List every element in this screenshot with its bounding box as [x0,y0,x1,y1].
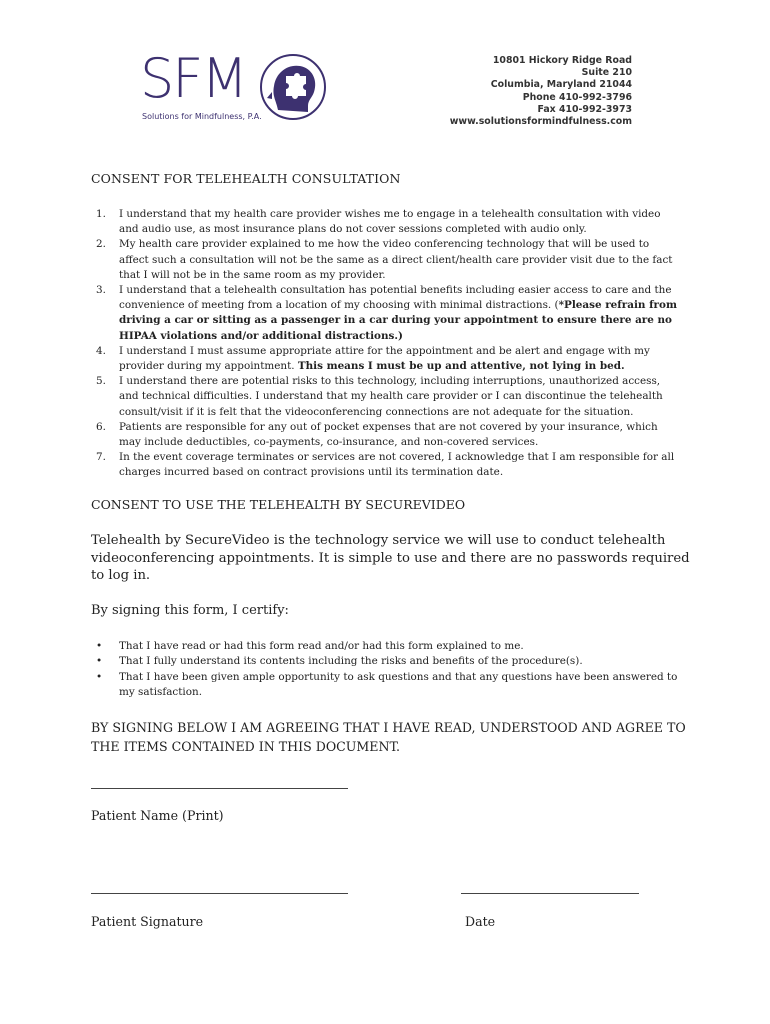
list-item: 6. Patients are responsible for any out of pocket expenses that are not covered by your insurance, which may include deductibles, co-payments, co-insurance, and non-covered services. [96,420,658,449]
patient-signature-line[interactable] [91,893,348,894]
address-line: 10801 Hickory Ridge Road [492,55,632,66]
date-label: Date [465,914,496,929]
logo-tagline: Solutions for Mindfulness, P.A. [142,112,262,121]
securevideo-consent-heading: CONSENT TO USE THE TELEHEALTH BY SECUREVIDEO [91,497,466,512]
list-item: • That I have read or had this form read and/or had this form explained to me. [91,639,681,654]
certify-bullets [91,639,681,700]
agreement-statement: BY SIGNING BELOW I AM AGREEING THAT I HAVE READ, UNDERSTOOD AND AGREE TO THE ITEMS CONTAINED IN THIS DOCUMENT. [91,720,686,754]
bullet-icon: • [96,640,103,652]
address-line: Suite 210 [581,67,632,79]
patient-name-label: Patient Name (Print) [91,808,224,823]
head-puzzle-icon [258,52,328,122]
attentive-warning: This means I must be up and attentive, not lying in bed. [297,360,625,373]
sfm-logo [140,47,330,128]
bullet-icon: • [96,655,103,668]
list-item: • That I have been given ample opportunity to ask questions and that any questions have been answered to my satisfaction. [96,670,678,698]
patient-name-line[interactable] [91,788,348,789]
website-line: www.solutionsformindfulness.com [449,116,632,128]
patient-signature-label: Patient Signature [91,914,204,929]
address-line: Columbia, Maryland 21044 [490,79,632,91]
list-item: 3. I understand that a telehealth consultation has potential benefits including easier access to care and the convenience of meeting from a location of my choosing with minimal distractions. (*Please refrain from driving a car or sitting as a passenger in a car during your appointment to ensure there are no HIPAA violations and/or additional distractions.) [96,284,677,342]
list-item: 4. I understand I must assume appropriate attire for the appointment and be alert and engage with my provider during my appointment. This means I must be up and attentive, not lying in bed. [96,344,650,373]
bullet-icon: • [96,670,103,683]
consent-items-list [91,207,681,481]
practice-address [450,55,632,128]
driving-warning: *Please refrain from driving a car or sitting as a passenger in a car during your appointment to ensure there are no HIPAA violations and/or additional distractions.) [119,299,677,342]
telehealth-consent-heading: CONSENT FOR TELEHEALTH CONSULTATION [91,171,401,186]
certify-statement: By signing this form, I certify: [91,603,289,618]
list-item: 5. I understand there are potential risks to this technology, including interruptions, unauthorized access, and technical difficulties. I understand that my health care provider or I can discontinue the telehealth consult/visit if it is felt that the videoconferencing connections are not adequate for the situation. [96,375,663,418]
list-item: 7. In the event coverage terminates or services are not covered, I acknowledge that I am responsible for all charges incurred based on contract provisions until its termination date. [96,451,675,479]
list-item: 1. I understand that my health care provider wishes me to engage in a telehealth consultation with video and audio use, as most insurance plans do not cover sessions completed with audio only. [96,208,661,236]
fax-line: Fax 410-992-3973 [537,103,632,115]
list-item: • That I fully understand its contents including the risks and benefits of the procedure(s). [91,654,681,669]
list-item: 2. My health care provider explained to me how the video conferencing technology that will be used to affect such a consultation will not be the same as a direct client/health care provider visit due to the fact that I will not be in the same room as my provider. [96,238,673,281]
securevideo-paragraph: Telehealth by SecureVideo is the technology service we will use to conduct telehealth videoconferencing appointments. It is simple to use and there are no passwords required to log in. [91,533,690,583]
date-line[interactable] [461,893,639,894]
phone-line: Phone 410-992-3796 [522,91,632,103]
logo-text: SFM [140,47,246,110]
